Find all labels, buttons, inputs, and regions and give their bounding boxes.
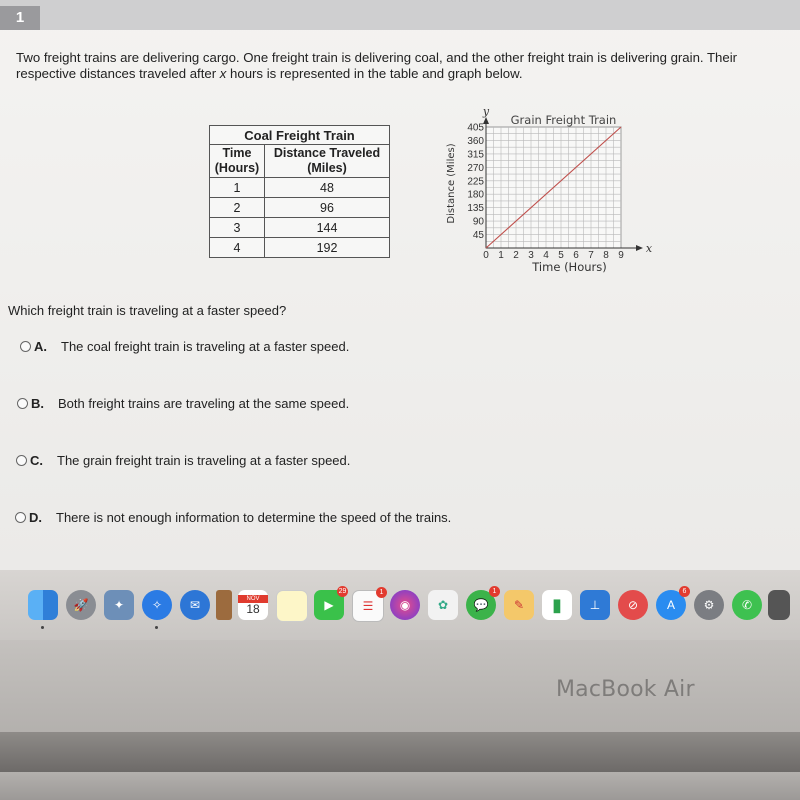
prompt-text-1: Two freight trains are delivering cargo. One freight train is delivering coal, and the other freight train is delivering grain. Their respective distances traveled after <box>16 50 738 81</box>
x-tick-label: 9 <box>618 250 624 261</box>
table-header-distance: Distance Traveled (Miles) <box>265 145 390 178</box>
table-cell-time: 4 <box>210 238 265 258</box>
messages-icon[interactable]: 💬 1 <box>466 590 496 620</box>
y-tick-label: 270 <box>467 162 484 174</box>
siri-icon[interactable]: ◉ <box>390 590 420 620</box>
x-axis-arrow <box>636 245 643 251</box>
x-tick-label: 0 <box>483 250 489 261</box>
coal-train-table <box>209 125 390 258</box>
x-tick-label: 5 <box>558 250 564 261</box>
table-row <box>210 178 390 198</box>
table-cell-distance: 96 <box>265 198 390 218</box>
table-cell-distance: 144 <box>265 218 390 238</box>
y-tick-label: 360 <box>467 135 484 147</box>
choice-a-letter: A. <box>34 339 47 354</box>
reminders-icon[interactable]: ☰ 1 <box>352 590 384 622</box>
messages-badge: 1 <box>489 586 500 597</box>
choice-b[interactable] <box>17 396 349 411</box>
calendar-day: 18 <box>246 602 260 616</box>
choice-a-text: The coal freight train is traveling at a faster speed. <box>61 339 350 354</box>
keynote-icon[interactable]: ⊥ <box>580 590 610 620</box>
table-cell-time: 2 <box>210 198 265 218</box>
x-tick-label: 6 <box>573 250 579 261</box>
radio-a[interactable] <box>20 341 31 352</box>
table-row <box>210 238 390 258</box>
device-label: MacBook Air <box>556 677 695 702</box>
choice-c-letter: C. <box>30 453 43 468</box>
table-cell-time: 1 <box>210 178 265 198</box>
mail-icon[interactable]: ✉ <box>180 590 210 620</box>
contacts-icon[interactable] <box>216 590 232 620</box>
choice-d[interactable] <box>15 510 451 525</box>
news-icon[interactable]: ⊘ <box>618 590 648 620</box>
x-tick-label: 4 <box>543 250 549 261</box>
y-tick-label: 225 <box>467 176 484 188</box>
choice-c-text: The grain freight train is traveling at a faster speed. <box>57 453 351 468</box>
x-tick-label: 7 <box>588 250 594 261</box>
x-tick-label: 8 <box>603 250 609 261</box>
y-tick-label: 90 <box>472 216 484 228</box>
table-title: Coal Freight Train <box>210 126 390 145</box>
y-axis-label: Distance (Miles) <box>446 143 457 224</box>
table-row <box>210 198 390 218</box>
grain-train-graph <box>440 100 660 285</box>
x-axis-label: Time (Hours) <box>532 260 607 274</box>
x-axis-symbol: x <box>645 242 653 255</box>
calendar-month: NOV <box>238 595 268 603</box>
appstore-badge: 6 <box>679 586 690 597</box>
choice-d-letter: D. <box>29 510 42 525</box>
photos-icon[interactable]: ✿ <box>428 590 458 620</box>
prompt-variable: x <box>219 66 227 81</box>
y-tick-label: 180 <box>467 189 484 201</box>
table-header-time: Time (Hours) <box>210 145 265 178</box>
numbers-icon[interactable]: ▮ <box>542 590 572 620</box>
notes-icon[interactable] <box>276 590 308 622</box>
finder-icon[interactable] <box>28 590 58 620</box>
choice-c[interactable] <box>16 453 350 468</box>
laptop-hinge <box>0 732 800 772</box>
y-tick-label: 135 <box>467 203 484 215</box>
choice-b-letter: B. <box>31 396 44 411</box>
photo-icon[interactable]: ✦ <box>104 590 134 620</box>
calendar-icon[interactable] <box>238 590 268 620</box>
y-tick-label: 315 <box>467 149 484 161</box>
prompt-text-2: hours is represented in the table and graph below. <box>226 66 523 81</box>
table-cell-time: 3 <box>210 218 265 238</box>
laptop-base <box>0 772 800 800</box>
y-axis-symbol: y <box>482 105 490 118</box>
launchpad-icon[interactable]: 🚀 <box>66 590 96 620</box>
table-cell-distance: 192 <box>265 238 390 258</box>
table-row <box>210 218 390 238</box>
dock <box>18 578 800 638</box>
whatsapp-icon[interactable]: ✆ <box>732 590 762 620</box>
choice-b-text: Both freight trains are traveling at the same speed. <box>58 396 350 411</box>
radio-d[interactable] <box>15 512 26 523</box>
radio-c[interactable] <box>16 455 27 466</box>
x-tick-label: 3 <box>528 250 534 261</box>
choice-a[interactable] <box>20 339 349 354</box>
y-tick-label: 45 <box>472 230 484 242</box>
choice-d-text: There is not enough information to determine the speed of the trains. <box>56 510 452 525</box>
radio-b[interactable] <box>17 398 28 409</box>
question-text: Which freight train is traveling at a faster speed? <box>8 303 287 318</box>
x-tick-label: 2 <box>513 250 519 261</box>
reminders-badge: 1 <box>376 587 387 598</box>
safari-icon[interactable]: ✧ <box>142 590 172 620</box>
question-header-bar <box>0 0 800 30</box>
running-indicator <box>155 626 158 629</box>
problem-prompt <box>16 50 791 82</box>
facetime-icon[interactable]: ▶ 29 <box>314 590 344 620</box>
facetime-badge: 29 <box>338 588 347 595</box>
system-preferences-icon[interactable]: ⚙ <box>694 590 724 620</box>
pages-icon[interactable]: ✎ <box>504 590 534 620</box>
question-number: 1 <box>0 6 40 30</box>
table-cell-distance: 48 <box>265 178 390 198</box>
running-indicator <box>41 626 44 629</box>
trash-icon[interactable] <box>768 590 790 620</box>
appstore-icon[interactable]: A 6 <box>656 590 686 620</box>
x-tick-label: 1 <box>498 250 504 261</box>
y-tick-label: 405 <box>467 122 484 134</box>
chart-title: Grain Freight Train <box>510 113 617 127</box>
